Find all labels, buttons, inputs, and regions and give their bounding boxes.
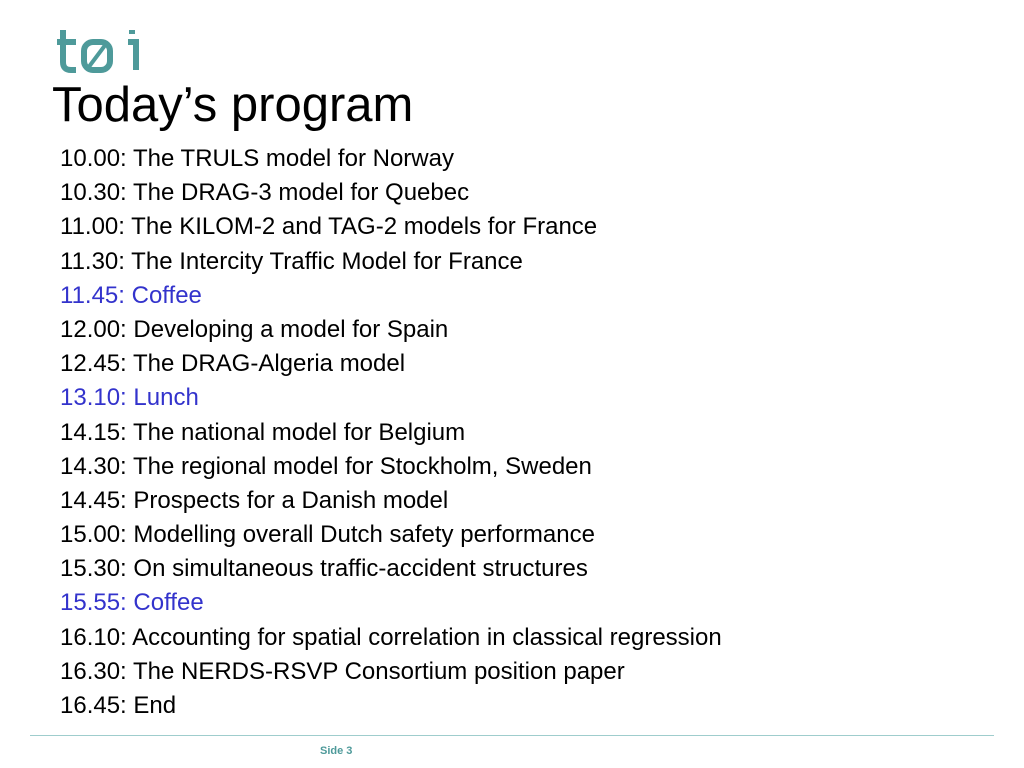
- program-item-break: 11.45: Coffee: [60, 281, 202, 309]
- program-item: 10.00: The TRULS model for Norway: [60, 145, 454, 172]
- program-list: [60, 142, 722, 723]
- program-item: 14.30: The regional model for Stockholm, Sweden: [60, 452, 592, 480]
- toi-logo-icon: [56, 28, 146, 74]
- program-item: 16.30: The NERDS-RSVP Consortium position paper: [60, 657, 625, 685]
- program-item: 12.00: Developing a model for Spain: [60, 315, 449, 343]
- program-item: 12.45: The DRAG-Algeria model: [60, 350, 406, 378]
- program-item: 15.30: On simultaneous traffic-accident structures: [60, 555, 588, 583]
- program-item-break: 15.55: Coffee: [60, 589, 204, 617]
- program-item: 16.10: Accounting for spatial correlation in classical regression: [60, 623, 722, 651]
- program-item: 10.30: The DRAG-3 model for Quebec: [60, 179, 470, 207]
- page-title: Today’s program: [52, 78, 414, 132]
- program-item-break: 13.10: Lunch: [60, 384, 199, 412]
- program-item: 14.45: Prospects for a Danish model: [60, 486, 449, 514]
- program-item: 15.00: Modelling overall Dutch safety performance: [60, 521, 595, 549]
- page-number: Side 3: [320, 745, 353, 757]
- program-item: 14.15: The national model for Belgium: [60, 418, 466, 446]
- footer-divider: [30, 735, 994, 736]
- program-item: 16.45: End: [60, 692, 177, 719]
- program-item: 11.00: The KILOM-2 and TAG-2 models for France: [60, 213, 598, 241]
- program-item: 11.30: The Intercity Traffic Model for France: [60, 247, 523, 275]
